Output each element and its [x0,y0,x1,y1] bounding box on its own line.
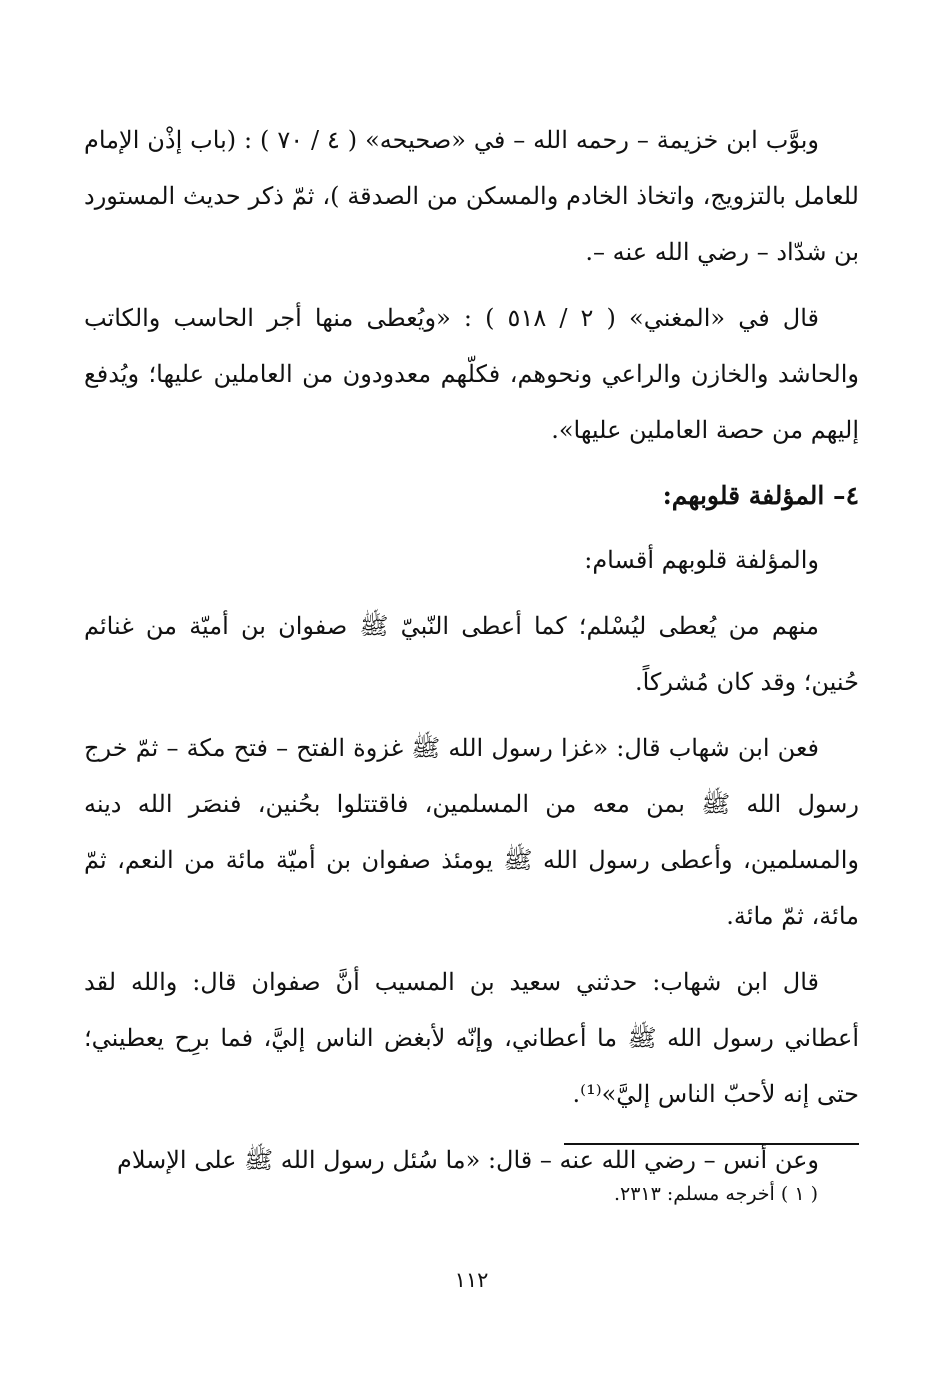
section-heading-muallafa: ٤– المؤلفة قلوبهم: [662,481,859,510]
paragraph-ibn-khuzaymah: وبوَّب ابن خزيمة – رحمه الله – في «صحيحه» ( ٤ / ٧٠ ) : (باب إذْن الإمام للعامل بالتزويج، واتخاذ الخادم والمسكن من الصدقة )، ثمّ ذكر حديث المستورد بن شدّاد – رضي الله عنه –. [84,126,859,266]
paragraph-safwan-example: منهم من يُعطى ليُسْلم؛ كما أعطى النّبيّ ﷺ صفوان بن أميّة من غنائم حُنين؛ وقد كان مُشركاً. [84,612,859,696]
page-number: ١١٢ [454,1268,489,1292]
paragraph-ibn-shihab-narration: فعن ابن شهاب قال: «غزا رسول الله ﷺ غزوة الفتح – فتح مكة – ثمّ خرج رسول الله ﷺ بمن معه من المسلمين، فاقتتلوا بحُنين، فنصَر الله دينه والمسلمين، وأعطى رسول الله ﷺ يومئذ صفوان بن أميّة مائة من النعم، ثمّ مائة، ثمّ مائة. [84,734,859,930]
main-text [84,112,859,1198]
paragraph-al-mughni-quote: قال في «المغني» ( ٢ / ٥١٨ ) : «ويُعطى منها أجر الحاسب والكاتب والحاشد والخازن والراعي ونحوهم، فكلّهم معدودون من العاملين عليها؛ ويُدفع إليهم من حصة العاملين عليها». [84,304,859,444]
paragraph-anas-narration: وعن أنس – رضي الله عنه – قال: «ما سُئل رسول الله ﷺ على الإسلام [116,1146,819,1174]
paragraph-said-ibn-musayyib: قال ابن شهاب: حدثني سعيد بن المسيب أنَّ صفوان قال: والله لقد أعطاني رسول الله ﷺ ما أعطاني، وإنّه لأبغض الناس إليَّ، فما برِح يعطيني؛ حتى إنه لأحبّ الناس إليَّ»⁽¹⁾. [84,968,859,1108]
paragraph-categories: والمؤلفة قلوبهم أقسام: [584,546,819,574]
footnote-divider [564,1143,859,1145]
footnote: ( ١ ) أخرجه مسلم: ٢٣١٣. [613,1183,818,1205]
